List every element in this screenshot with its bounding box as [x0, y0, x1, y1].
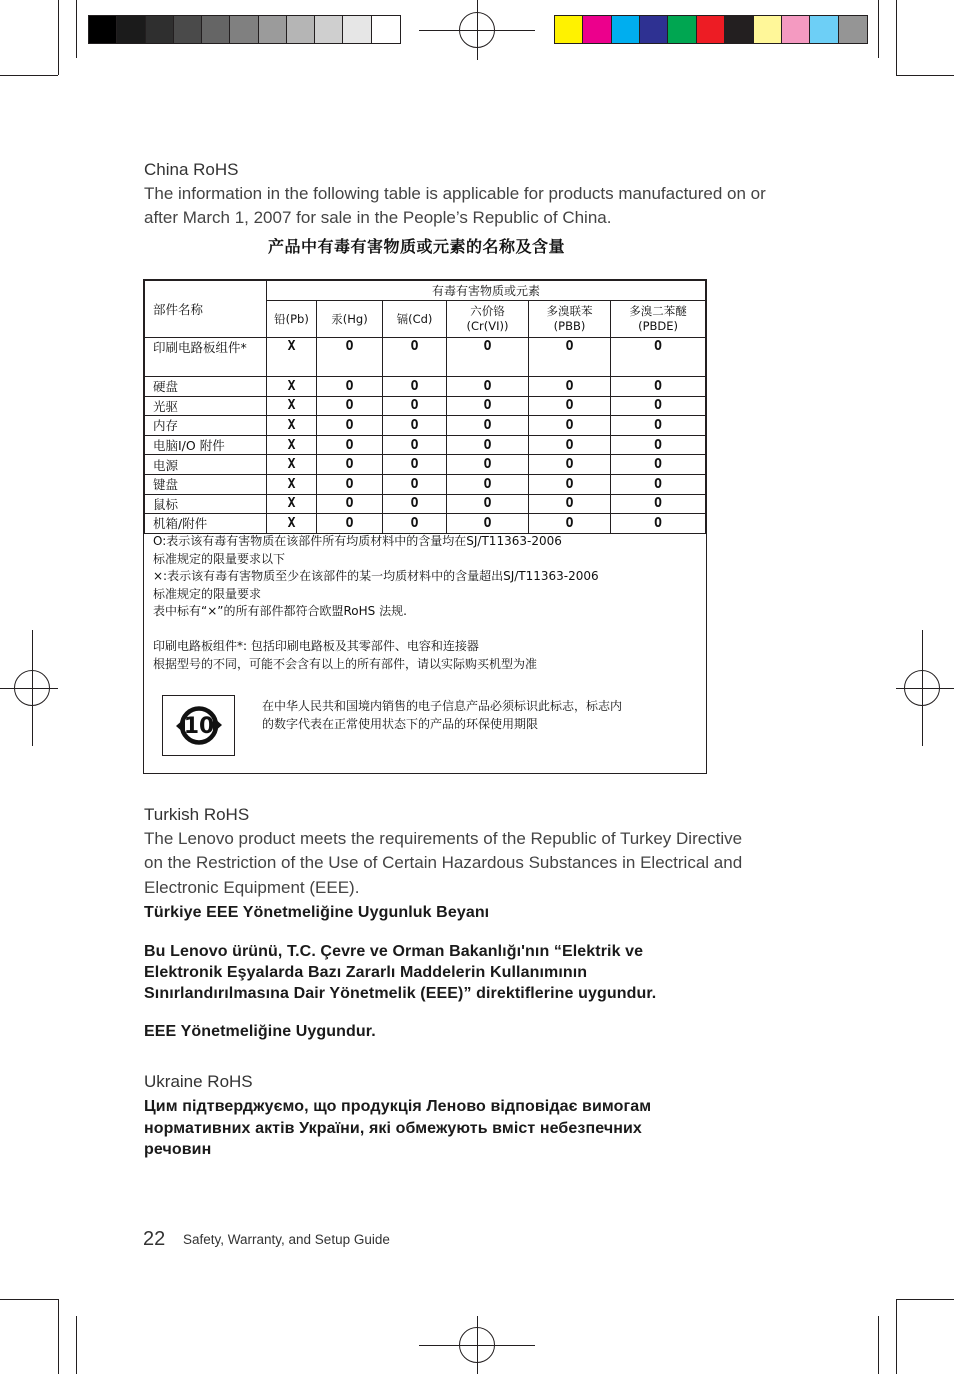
substance-value-cell: O: [383, 494, 447, 514]
substance-value-cell: O: [383, 416, 447, 436]
turkish-declaration-line-3: Sınırlandırılmasına Dair Yönetmelik (EEE)” direktiflerine uygundur.: [144, 985, 657, 1002]
substance-value-cell: O: [447, 396, 529, 416]
china-rohs-table: [143, 279, 707, 774]
turkish-para-line-3: Electronic Equipment (EEE).: [144, 878, 360, 897]
substance-value-cell: O: [317, 416, 383, 436]
substance-value-cell: O: [529, 494, 611, 514]
gray-swatch: [202, 16, 230, 43]
substance-value-cell: O: [611, 416, 706, 436]
substance-value-cell: O: [317, 377, 383, 397]
substance-value-cell: O: [383, 435, 447, 455]
gray-swatch: [174, 16, 202, 43]
table-row: [145, 455, 706, 475]
part-name-cell: 机箱/附件: [145, 514, 267, 534]
china-intro-line-2: after March 1, 2007 for sale in the People’s Republic of China.: [144, 208, 612, 227]
table-note-line: ×:表示该有毒有害物质至少在该部件的某一均质材料中的含量超出SJ/T11363-2006: [153, 569, 599, 583]
gray-swatch: [287, 16, 315, 43]
substance-column-header: [267, 301, 317, 338]
guide-title: Safety, Warranty, and Setup Guide: [183, 1232, 390, 1247]
part-name-header: 部件名称: [145, 281, 267, 338]
substance-value-cell: X: [267, 338, 317, 377]
gray-swatch: [146, 16, 174, 43]
substance-value-cell: O: [383, 514, 447, 534]
substance-name: 多溴联苯: [546, 304, 593, 318]
table-note-line: 根据型号的不同，可能不会含有以上的所有部件，请以实际购买机型为准: [153, 656, 538, 671]
substance-value-cell: O: [611, 377, 706, 397]
table-note-line: 表中标有“×”的所有部件都符合欧盟RoHS 法规.: [153, 604, 407, 618]
substance-column-header: [529, 301, 611, 338]
substance-value-cell: O: [383, 338, 447, 377]
part-name-cell: 电源: [145, 455, 267, 475]
gray-swatch: [89, 16, 117, 43]
substance-name: 镉(Cd): [396, 311, 433, 326]
substance-value-cell: O: [447, 455, 529, 475]
color-swatch: [697, 16, 725, 43]
substance-value-cell: O: [611, 494, 706, 514]
substance-value-cell: O: [317, 435, 383, 455]
table-row: [145, 416, 706, 436]
substance-value-cell: O: [611, 435, 706, 455]
gray-swatch: [259, 16, 287, 43]
substance-value-cell: O: [611, 514, 706, 534]
ukraine-statement-line-2: нормативних актів України, які обмежують вміст небезпечних: [144, 1120, 642, 1137]
turkish-conformity-statement: EEE Yönetmeliğine Uygundur.: [144, 1023, 376, 1040]
color-swatch: [754, 16, 782, 43]
gray-swatch: [315, 16, 343, 43]
substance-name: 汞(Hg): [331, 311, 368, 326]
color-swatch: [839, 16, 867, 43]
substance-group-header: 有毒有害物质或元素: [267, 281, 706, 301]
china-rohs-heading: China RoHS: [144, 160, 239, 179]
substance-value-cell: X: [267, 396, 317, 416]
logo-description-line-2: 的数字代表在正常使用状态下的产品的环保使用期限: [262, 717, 539, 731]
process-color-bar: [554, 15, 868, 44]
page-number: 22: [143, 1228, 166, 1250]
substance-value-cell: O: [383, 474, 447, 494]
substance-column-header: [383, 301, 447, 338]
turkish-declaration-title: Türkiye EEE Yönetmeliğine Uygunluk Beyanı: [144, 904, 490, 921]
substance-column-header: [317, 301, 383, 338]
substance-value-cell: X: [267, 416, 317, 436]
substance-symbol: (Cr(VI)): [466, 319, 509, 333]
substance-value-cell: O: [317, 514, 383, 534]
table-note-line: [153, 621, 599, 639]
substance-value-cell: O: [447, 435, 529, 455]
substance-value-cell: O: [317, 455, 383, 475]
table-note-line: 标准规定的限量要求: [153, 586, 262, 601]
substance-value-cell: O: [317, 396, 383, 416]
table-note-line: 标准规定的限量要求以下: [153, 551, 286, 566]
epup-logo-box: [162, 695, 235, 756]
part-name-cell: 鼠标: [145, 494, 267, 514]
turkish-declaration-line-1: Bu Lenovo ürünü, T.C. Çevre ve Orman Bakanlığı'nın “Elektrik ve: [144, 943, 644, 960]
turkish-declaration-line-2: Elektronik Eşyalarda Bazı Zararlı Maddelerin Kullanımının: [144, 964, 588, 981]
table-note-line: 印刷电路板组件*: 包括印刷电路板及其零部件、电容和连接器: [153, 639, 479, 653]
logo-description-line-1: 在中华人民共和国境内销售的电子信息产品必须标识此标志，标志内: [262, 699, 623, 713]
gray-swatch: [230, 16, 258, 43]
substance-name: 铅(Pb): [274, 311, 309, 326]
substance-name: 六价铬: [470, 304, 505, 318]
substance-value-cell: O: [447, 514, 529, 534]
substance-value-cell: O: [383, 396, 447, 416]
china-table-title: 产品中有毒有害物质或元素的名称及含量: [268, 237, 566, 256]
china-intro-line-1: The information in the following table is applicable for products manufactured on or: [144, 184, 766, 203]
table-row: [145, 514, 706, 534]
substance-value-cell: O: [529, 416, 611, 436]
ukraine-rohs-heading: Ukraine RoHS: [144, 1072, 253, 1091]
substance-value-cell: O: [529, 474, 611, 494]
substance-value-cell: O: [383, 455, 447, 475]
grayscale-color-bar: [88, 15, 401, 44]
part-name-cell: 印刷电路板组件*: [145, 338, 267, 377]
substance-symbol: (PBB): [553, 319, 586, 333]
substance-value-cell: X: [267, 494, 317, 514]
substance-value-cell: O: [447, 338, 529, 377]
substance-table: [144, 280, 706, 534]
substance-value-cell: X: [267, 435, 317, 455]
substance-value-cell: O: [611, 396, 706, 416]
substance-value-cell: X: [267, 455, 317, 475]
substance-value-cell: O: [529, 396, 611, 416]
substance-value-cell: X: [267, 377, 317, 397]
substance-value-cell: O: [529, 435, 611, 455]
turkish-para-line-2: on the Restriction of the Use of Certain Hazardous Substances in Electrical and: [144, 853, 743, 872]
substance-value-cell: O: [447, 494, 529, 514]
substance-column-header: [447, 301, 529, 338]
substance-value-cell: X: [267, 474, 317, 494]
substance-value-cell: O: [447, 377, 529, 397]
color-swatch: [583, 16, 611, 43]
substance-value-cell: O: [317, 474, 383, 494]
substance-value-cell: O: [447, 416, 529, 436]
turkish-para-line-1: The Lenovo product meets the requirements of the Republic of Turkey Directive: [144, 829, 743, 848]
table-row: [145, 435, 706, 455]
substance-value-cell: O: [529, 455, 611, 475]
color-swatch: [555, 16, 583, 43]
substance-value-cell: O: [383, 377, 447, 397]
table-row: [145, 338, 706, 377]
substance-value-cell: X: [267, 514, 317, 534]
color-swatch: [668, 16, 696, 43]
color-swatch: [810, 16, 838, 43]
table-row: [145, 377, 706, 397]
color-swatch: [612, 16, 640, 43]
part-name-cell: 光驱: [145, 396, 267, 416]
part-name-cell: 键盘: [145, 474, 267, 494]
table-row: [145, 474, 706, 494]
table-row: [145, 396, 706, 416]
substance-value-cell: O: [611, 455, 706, 475]
part-name-cell: 硬盘: [145, 377, 267, 397]
substance-value-cell: O: [529, 514, 611, 534]
table-row: [145, 494, 706, 514]
table-note-line: O:表示该有毒有害物质在该部件所有均质材料中的含量均在SJ/T11363-2006: [153, 534, 562, 548]
gray-swatch: [372, 16, 400, 43]
logo-number: 10: [183, 714, 215, 739]
substance-value-cell: O: [529, 338, 611, 377]
substance-value-cell: O: [447, 474, 529, 494]
part-name-cell: 电脑I/O 附件: [145, 435, 267, 455]
substance-value-cell: O: [317, 494, 383, 514]
part-name-cell: 内存: [145, 416, 267, 436]
substance-symbol: (PBDE): [638, 319, 678, 333]
turkish-rohs-heading: Turkish RoHS: [144, 805, 250, 824]
ukraine-statement-line-1: Цим підтверджуємо, що продукція Леново відповідає вимогам: [144, 1098, 652, 1115]
color-swatch: [782, 16, 810, 43]
color-swatch: [640, 16, 668, 43]
substance-column-header: [611, 301, 706, 338]
color-swatch: [725, 16, 753, 43]
table-notes: [153, 533, 599, 673]
gray-swatch: [343, 16, 371, 43]
substance-value-cell: O: [611, 338, 706, 377]
substance-value-cell: O: [317, 338, 383, 377]
substance-value-cell: O: [529, 377, 611, 397]
ukraine-statement-line-3: речовин: [144, 1141, 212, 1158]
gray-swatch: [117, 16, 145, 43]
recycle-10-logo-icon: [163, 696, 234, 755]
substance-value-cell: O: [611, 474, 706, 494]
substance-name: 多溴二苯醚: [629, 304, 687, 318]
